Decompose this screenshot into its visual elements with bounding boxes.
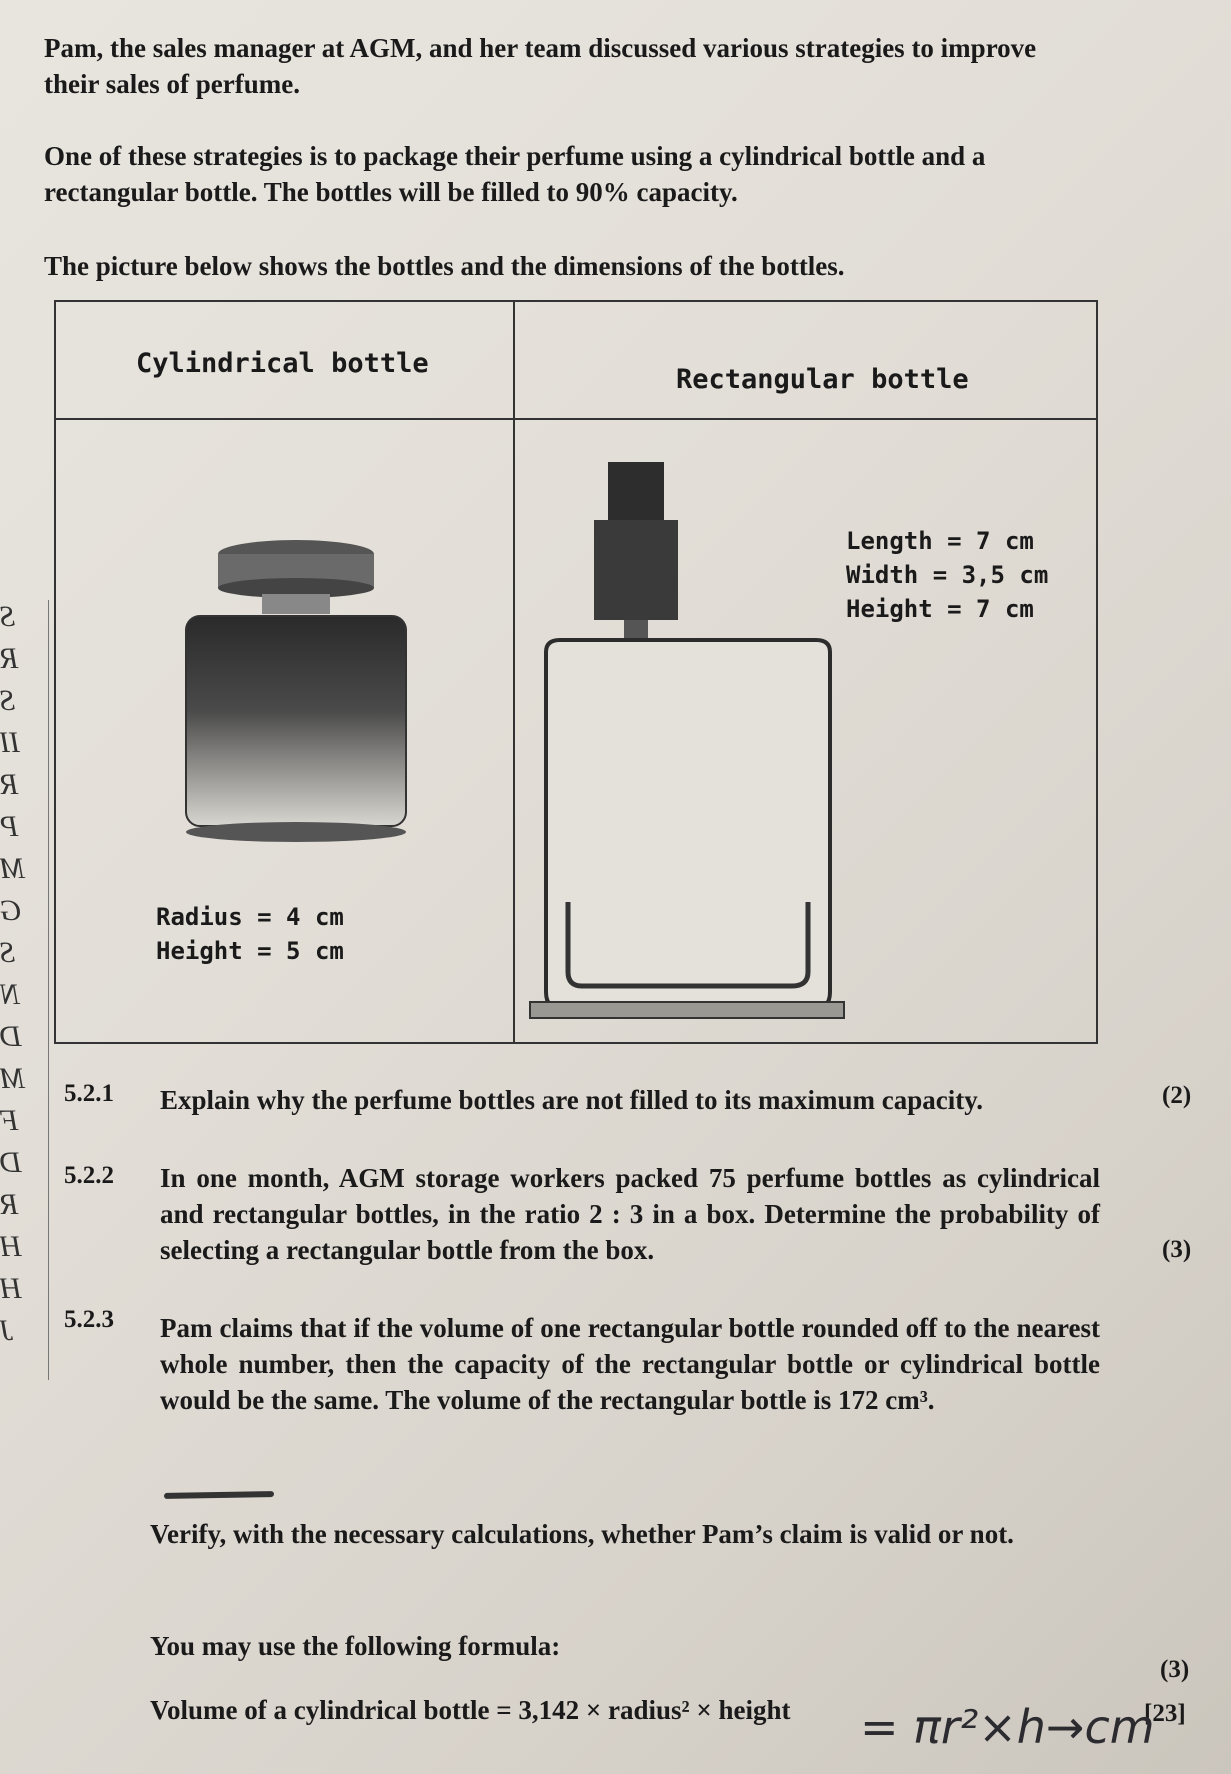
- intro-paragraph-1: Pam, the sales manager at AGM, and her team discussed various strategies to improve their sales of perfume.: [44, 33, 1037, 99]
- rect-width: Width = 3,5 cm: [846, 561, 1049, 589]
- question-marks: (3): [1162, 1236, 1192, 1263]
- total-marks: [23]: [1144, 1700, 1186, 1727]
- margin-letter: M: [0, 852, 25, 885]
- intro-paragraph-2: One of these strategies is to package their perfume using a cylindrical bottle and a rectangular bottle. The bottles will be filled to 90% capacity.: [44, 141, 986, 207]
- margin-letter: S: [0, 936, 15, 969]
- perfume-bottle-cylinder-icon: [166, 532, 426, 862]
- margin-letter: J: [0, 1314, 14, 1347]
- margin-letter: N: [0, 978, 21, 1011]
- margin-letter: D: [0, 1146, 22, 1179]
- question-text: In one month, AGM storage workers packed 75 perfume bottles as cylindrical and rectangular bottles, in the ratio 2 : 3 in a box. Determine the probability of selecting a rectangular bottle from the box.: [160, 1163, 1100, 1265]
- question-number: 5.2.3: [64, 1306, 114, 1333]
- formula-intro: You may use the following formula:: [150, 1631, 561, 1661]
- margin-letter: S: [0, 600, 15, 633]
- margin-letter: R: [0, 768, 19, 801]
- margin-letter: H: [0, 1230, 22, 1263]
- margin-letter: M: [0, 1062, 25, 1095]
- margin-letter: P: [0, 810, 19, 843]
- rectangular-header: Rectangular bottle: [676, 364, 969, 395]
- table-header-divider: [56, 418, 1096, 420]
- margin-letter: R: [0, 642, 19, 675]
- margin-letter: II: [0, 726, 20, 759]
- handwritten-note: = πr²×h→cm: [860, 1700, 1155, 1754]
- question-text: Pam claims that if the volume of one rectangular bottle rounded off to the nearest whole number, then the capacity of the rectangular bottle or cylindrical bottle would be the same. The volume of the rectangular bottle is 172 cm³.: [160, 1313, 1100, 1415]
- rect-length: Length = 7 cm: [846, 527, 1034, 555]
- table-column-divider: [513, 302, 515, 1042]
- cylinder-radius: Radius = 4 cm: [156, 903, 344, 931]
- cylinder-height: Height = 5 cm: [156, 937, 344, 965]
- bottle-dimensions-table: [54, 300, 1098, 1044]
- question-marks: (2): [1162, 1082, 1192, 1109]
- question-text: Explain why the perfume bottles are not filled to its maximum capacity.: [160, 1085, 983, 1115]
- margin-letter: H: [0, 1272, 22, 1305]
- margin-letter: G: [0, 894, 22, 927]
- rect-height: Height = 7 cm: [846, 595, 1034, 623]
- intro-paragraph-3: The picture below shows the bottles and the dimensions of the bottles.: [44, 251, 845, 281]
- question-text-verify: Verify, with the necessary calculations, whether Pam’s claim is valid or not.: [150, 1519, 1014, 1549]
- question-number: 5.2.2: [64, 1162, 114, 1189]
- margin-letter: R: [0, 1188, 19, 1221]
- pen-underline: [164, 1491, 274, 1499]
- margin-letter: D: [0, 1020, 22, 1053]
- formula: Volume of a cylindrical bottle = 3,142 × radius² × height: [150, 1695, 791, 1725]
- cylindrical-dimensions: [156, 900, 344, 968]
- cylindrical-header: Cylindrical bottle: [136, 348, 429, 379]
- rectangular-dimensions: [846, 524, 1048, 626]
- binding-margin: [0, 600, 49, 1380]
- margin-letter: F: [0, 1104, 19, 1137]
- question-number: 5.2.1: [64, 1080, 114, 1107]
- question-marks: (3): [1160, 1656, 1190, 1683]
- margin-letter: S: [0, 684, 15, 717]
